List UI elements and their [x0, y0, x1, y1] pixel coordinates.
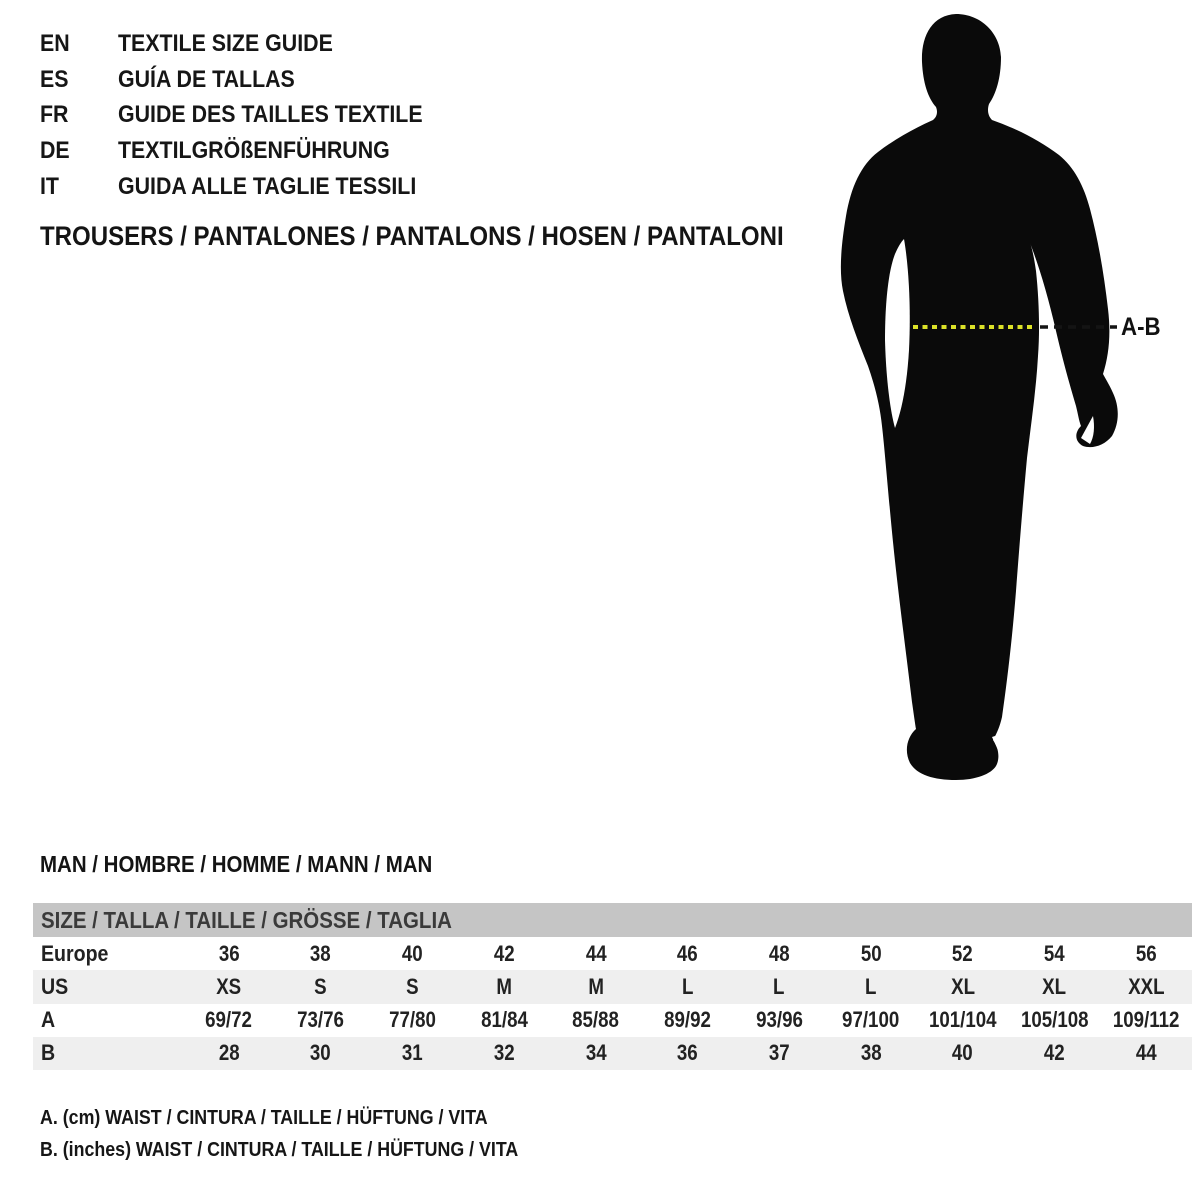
language-code-text: DE: [40, 136, 70, 164]
gender-heading: [40, 851, 481, 878]
size-value-cell: [275, 974, 367, 1000]
size-value-text: 69/72: [205, 1007, 253, 1033]
size-value-text: S: [314, 973, 327, 999]
language-label: TEXTILGRÖßENFÜHRUNG: [118, 136, 390, 164]
size-value-text: 105/108: [1020, 1007, 1089, 1033]
language-row-es: [40, 62, 460, 98]
size-value-cell: [733, 1007, 825, 1033]
size-value-cell: [458, 974, 550, 1000]
row-label-text: B: [41, 1040, 56, 1066]
size-table-header-text: SIZE / TALLA / TAILLE / GRÖSSE / TAGLIA: [41, 906, 452, 933]
size-value-text: L: [865, 973, 877, 999]
size-value-text: 31: [401, 1040, 423, 1066]
language-code: [40, 66, 118, 94]
size-value-text: 77/80: [388, 1007, 436, 1033]
size-value-cell: [825, 941, 917, 967]
product-heading: [40, 221, 876, 252]
size-table-row-a: [33, 1004, 1192, 1037]
size-value-text: 32: [493, 1040, 515, 1066]
language-code: [40, 101, 118, 129]
size-value-text: 44: [1135, 1040, 1157, 1066]
size-value-text: 54: [1043, 940, 1065, 966]
size-value-text: XXL: [1127, 973, 1165, 999]
size-value-cell: [825, 1007, 917, 1033]
language-code-text: EN: [40, 29, 70, 57]
row-label-text: US: [41, 973, 69, 999]
footnote-b-text: B. (inches) WAIST / CINTURA / TAILLE / HÜFTUNG / VITA: [40, 1138, 519, 1161]
size-value-text: 30: [310, 1040, 331, 1066]
size-value-cell: [550, 1040, 642, 1066]
language-code: [40, 30, 118, 58]
language-row-it: [40, 169, 460, 205]
man-silhouette-figure: [820, 0, 1200, 800]
footnote-a: [40, 1103, 577, 1135]
size-value-text: 89/92: [664, 1007, 711, 1033]
size-value-cell: [917, 974, 1009, 1000]
size-value-text: 42: [493, 940, 515, 966]
size-value-cell: [917, 1007, 1009, 1033]
size-value-cell: [366, 1040, 458, 1066]
size-value-cell: [825, 974, 917, 1000]
size-value-text: 50: [860, 940, 882, 966]
size-table-row-b: [33, 1037, 1192, 1070]
size-value-cell: [275, 941, 367, 967]
size-value-cell: [1009, 974, 1101, 1000]
size-value-text: 81/84: [480, 1007, 528, 1033]
language-code: [40, 137, 118, 165]
size-value-text: L: [773, 973, 785, 999]
product-heading-text: TROUSERS / PANTALONES / PANTALONS / HOSEN / PANTALONI: [40, 221, 784, 251]
size-value-text: M: [587, 973, 604, 999]
size-value-cell: [550, 1007, 642, 1033]
size-value-text: 38: [310, 940, 331, 966]
size-table: [33, 903, 1192, 1070]
size-value-cell: [366, 1007, 458, 1033]
size-value-cell: [550, 941, 642, 967]
size-value-cell: [1100, 974, 1192, 1000]
size-value-text: S: [406, 973, 419, 999]
size-value-text: 40: [952, 1040, 974, 1066]
size-value-cell: [825, 1040, 917, 1066]
size-value-cell: [1100, 941, 1192, 967]
size-value-text: XS: [216, 973, 242, 999]
size-value-cell: [366, 974, 458, 1000]
size-value-text: 40: [401, 940, 423, 966]
size-value-text: 73/76: [297, 1007, 344, 1033]
size-value-cell: [642, 1040, 734, 1066]
size-value-text: 37: [768, 1040, 790, 1066]
size-table-row-europe: [33, 937, 1192, 970]
size-value-cell: [917, 941, 1009, 967]
size-value-cell: [733, 941, 825, 967]
gender-heading-text: MAN / HOMBRE / HOMME / MANN / MAN: [40, 851, 433, 877]
size-value-text: 34: [585, 1040, 607, 1066]
size-value-text: 46: [677, 940, 698, 966]
size-value-cell: [183, 1040, 275, 1066]
size-table-row-us: [33, 970, 1192, 1003]
row-label-text: Europe: [41, 940, 109, 966]
footnote-b: [40, 1135, 577, 1167]
size-value-cell: [366, 941, 458, 967]
size-value-text: 28: [218, 1040, 240, 1066]
language-row-en: [40, 26, 460, 62]
size-value-text: XL: [1042, 973, 1067, 999]
size-value-cell: [550, 974, 642, 1000]
size-value-text: M: [496, 973, 512, 999]
footnote-a-text: A. (cm) WAIST / CINTURA / TAILLE / HÜFTUNG / VITA: [40, 1107, 488, 1130]
size-value-text: 44: [585, 940, 607, 966]
size-value-cell: [458, 1007, 550, 1033]
size-value-cell: [1100, 1040, 1192, 1066]
size-value-text: 56: [1135, 940, 1157, 966]
size-value-cell: [917, 1040, 1009, 1066]
row-label: [33, 974, 183, 1000]
size-value-cell: [1009, 1007, 1101, 1033]
language-list: [40, 26, 460, 204]
size-value-cell: [642, 941, 734, 967]
size-value-text: XL: [950, 973, 975, 999]
language-row-de: [40, 133, 460, 169]
language-label: TEXTILE SIZE GUIDE: [118, 29, 333, 57]
row-label: [33, 1007, 183, 1033]
size-value-text: L: [681, 973, 694, 999]
language-code-text: IT: [40, 172, 59, 200]
size-table-body: [33, 937, 1192, 1070]
size-value-cell: [1009, 941, 1101, 967]
language-label: GUÍA DE TALLAS: [118, 65, 295, 93]
size-table-header: [33, 903, 1192, 937]
size-value-cell: [1100, 1007, 1192, 1033]
size-value-text: 97/100: [842, 1007, 900, 1033]
size-value-cell: [642, 1007, 734, 1033]
size-value-text: 109/112: [1112, 1007, 1180, 1033]
size-value-cell: [183, 941, 275, 967]
man-silhouette-svg: [820, 0, 1200, 800]
size-value-cell: [733, 974, 825, 1000]
size-value-cell: [642, 974, 734, 1000]
measure-label: [1121, 313, 1165, 342]
size-value-text: 36: [218, 940, 240, 966]
row-label-text: A: [41, 1007, 56, 1033]
language-row-fr: [40, 97, 460, 133]
language-label: GUIDA ALLE TAGLIE TESSILI: [118, 172, 417, 200]
size-value-cell: [1009, 1040, 1101, 1066]
size-value-text: 38: [860, 1040, 882, 1066]
size-value-text: 48: [768, 940, 790, 966]
row-label: [33, 1040, 183, 1066]
man-silhouette-body: [841, 14, 1118, 780]
size-value-cell: [275, 1040, 367, 1066]
size-value-cell: [458, 1040, 550, 1066]
language-code-text: ES: [40, 65, 69, 93]
measure-label-text: A-B: [1121, 313, 1161, 341]
size-value-cell: [275, 1007, 367, 1033]
size-value-text: 85/88: [572, 1007, 620, 1033]
row-label: [33, 941, 183, 967]
size-value-text: 101/104: [928, 1007, 997, 1033]
size-value-text: 93/96: [755, 1007, 803, 1033]
size-value-text: 42: [1043, 1040, 1065, 1066]
size-value-text: 36: [677, 1040, 698, 1066]
size-value-cell: [183, 974, 275, 1000]
size-value-cell: [183, 1007, 275, 1033]
footnotes: [40, 1103, 577, 1166]
language-label: GUIDE DES TAILLES TEXTILE: [118, 101, 423, 129]
size-value-text: 52: [952, 940, 974, 966]
size-value-cell: [458, 941, 550, 967]
size-value-cell: [733, 1040, 825, 1066]
language-code: [40, 173, 118, 201]
language-code-text: FR: [40, 101, 69, 129]
